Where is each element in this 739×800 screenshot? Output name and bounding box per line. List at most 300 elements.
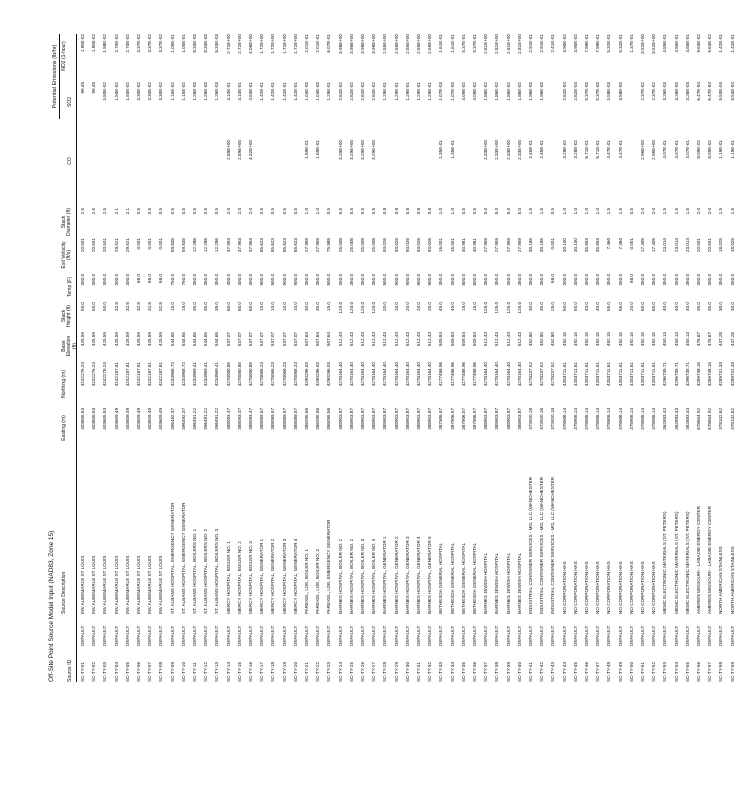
cell-desc: NORTH AMERICAN STAINLESS (718, 546, 724, 614)
cell-type: DEFAULT (528, 625, 533, 646)
cell-so2: 2.62E-04 (572, 82, 578, 101)
cell-sh: 50.0 (91, 302, 97, 311)
cell-vel: 17.405 (640, 238, 645, 253)
cell-type: DEFAULT (102, 625, 108, 646)
cell-desc: BARNES JEWISH HOSPITAL (494, 552, 500, 614)
cell-co: 4.07E-01 (684, 140, 690, 159)
cell-dia: 0.5 (136, 208, 141, 215)
table-row (212, 34, 223, 682)
cell-elev: 425.59 (158, 332, 164, 347)
cell-so2: 6.47E-04 (707, 82, 713, 101)
cell-so2: 3.26E-03 (662, 82, 668, 101)
cell-north: 4269748.15 (707, 362, 713, 387)
cell-elev: 447.28 (729, 332, 735, 347)
cell-type: DEFAULT (348, 625, 354, 646)
cell-id: SC-TY-26 (360, 662, 365, 682)
cell-nox: 5.32E-01 (617, 34, 623, 53)
cell-desc: NO CORPORATION HAS (561, 561, 567, 614)
cell-vel: 85.623 (281, 238, 287, 253)
cell-temp: 68.0 (147, 274, 153, 283)
cell-dia: 5.0 (494, 208, 500, 215)
table-row (235, 34, 246, 682)
table-row (369, 34, 380, 682)
cell-north: 4283711.61 (572, 362, 578, 386)
group-header-rule (59, 34, 60, 119)
cell-sh: 32.8 (113, 302, 119, 311)
cell-north: 4283711.61 (595, 362, 601, 386)
cell-sh: 20.0 (416, 302, 421, 311)
cell-nox: 5.37E-01 (472, 34, 477, 53)
cell-sh: 15.0 (180, 302, 186, 311)
cell-nox: 2.55E+00 (416, 34, 421, 54)
cell-id: SC-TY-31 (416, 662, 421, 682)
cell-dia: 0.8 (416, 208, 421, 215)
cell-east: 388903.87 (427, 408, 433, 430)
cell-sh: 35.0 (707, 302, 713, 311)
cell-sh: 60.0 (236, 302, 242, 311)
cell-temp: 900.0 (281, 274, 287, 286)
cell-type: DEFAULT (460, 625, 466, 646)
cell-type: DEFAULT (360, 625, 365, 646)
cell-nox: 5.32E-01 (606, 34, 612, 53)
cell-elev: 507.64 (304, 332, 309, 347)
cell-co: 6.71E-01 (584, 140, 589, 159)
cell-nox: 1.980-02 (91, 34, 97, 53)
table-row (302, 34, 313, 682)
cell-sh: 45.0 (438, 302, 444, 311)
cell-elev: 509.84 (438, 332, 444, 347)
cell-east: 678654.92 (696, 408, 701, 430)
cell-east: 373920.18 (528, 408, 533, 430)
cell-co: 3.28E-02 (572, 140, 578, 159)
cell-nox: 4.06E+00 (248, 34, 253, 54)
table-row (358, 34, 369, 682)
cell-desc: INV ALBEMARLE ST LOUIS (91, 555, 97, 614)
cell-desc: BETHESDA GENERAL HOSPITAL (472, 542, 477, 614)
cell-id: SC-TY-54 (673, 662, 679, 682)
cell-co: 1.19E-01 (729, 140, 735, 159)
cell-desc: BARNES HOSPITAL, GENERATOR 1 (382, 536, 388, 614)
cell-nox: 1.72E+00 (292, 34, 298, 54)
cell-vel: 75.988 (326, 238, 332, 253)
cell-dia: 1.5 (684, 208, 690, 215)
cell-type: DEFAULT (203, 625, 209, 646)
cell-dia: 0.5 (259, 208, 265, 215)
cell-so2: 1.26E-03 (203, 82, 209, 101)
cell-vel: 40.981 (472, 238, 477, 253)
cell-temp: 350.0 (438, 274, 444, 286)
cell-dia: 5.5 (337, 208, 343, 215)
cell-co: 2.33E+00 (483, 140, 489, 160)
cell-nox: 2.55E+00 (393, 34, 399, 54)
cell-desc: NO CORPORATION HAS (628, 561, 634, 614)
cell-desc: ST. ALBANS HOSPITAL, EMERGENCY GENERATOR (169, 502, 175, 614)
table-row (403, 34, 414, 682)
cell-so2: 3.58E-03 (606, 82, 612, 101)
cell-vel: 93.026 (382, 238, 388, 253)
cell-type: DEFAULT (718, 625, 724, 646)
cell-north: 4283711.61 (628, 362, 634, 386)
cell-north: 4283711.61 (561, 362, 567, 386)
cell-nox: 2.01E-01 (315, 34, 321, 53)
cell-nox: 2.81E+00 (505, 34, 511, 54)
cell-desc: AMEREN MISSOURI - LABADIE ENERGY CENTER (707, 506, 713, 614)
cell-north: 4278164.40 (348, 362, 354, 387)
table-row (481, 34, 492, 682)
cell-desc: BARNES HOSPITAL, BOILER NO. 2 (348, 538, 354, 614)
cell-co: 4.07E-01 (673, 140, 679, 159)
cell-id: SC-TY-16 (248, 662, 253, 682)
cell-id: SC-TY-29 (393, 662, 399, 682)
cell-type: DEFAULT (494, 625, 500, 646)
cell-north: 4278066.23 (259, 362, 265, 387)
cell-temp: 68.0 (136, 274, 141, 283)
cell-nox: 3.90E-02 (561, 34, 567, 53)
cell-so2: 2.62E-02 (371, 82, 377, 101)
cell-temp: 400.0 (248, 274, 253, 286)
cell-so2: 3.26E-03 (684, 82, 690, 101)
cell-desc: NO CORPORATION HAS (651, 561, 657, 614)
cell-type: DEFAULT (550, 625, 556, 646)
cell-type: DEFAULT (158, 625, 164, 646)
cell-type: DEFAULT (393, 625, 399, 646)
cell-temp: 900.0 (292, 274, 298, 286)
cell-so2: 1.04E-03 (304, 82, 309, 101)
table-row (537, 34, 548, 682)
cell-nox: 2.81E+00 (483, 34, 489, 54)
cell-east: 388903.87 (371, 408, 377, 430)
col-header-elev: Base Elevation (ft) (61, 335, 78, 357)
cell-elev: 509.84 (472, 332, 477, 347)
cell-vel: 16.001 (449, 238, 455, 253)
cell-type: DEFAULT (628, 625, 634, 646)
cell-desc: INDUSTRIAL CONTAINER SERVICES - MO, LLC (MANCHESTER (550, 477, 556, 614)
cell-vel: 29.521 (124, 238, 130, 253)
cell-desc: MERCY HOSPITAL, GENERATOR 3 (281, 538, 287, 614)
cell-sh: 10.0 (259, 302, 265, 311)
cell-type: DEFAULT (337, 625, 343, 646)
cell-co: 4.32E+00 (248, 140, 253, 160)
cell-elev: 512.43 (393, 332, 399, 347)
cell-elev: 544.65 (203, 332, 209, 347)
cell-co: 2.33E+00 (516, 140, 522, 160)
cell-so2: 1.29E-01 (393, 82, 399, 101)
table-row (89, 34, 100, 682)
cell-vel: 16.001 (438, 238, 444, 253)
cell-dia: 0.5 (550, 208, 556, 215)
cell-dia: 0.5 (281, 208, 287, 215)
cell-dia: 0.5 (147, 208, 153, 215)
cell-vel: 30.100 (572, 238, 578, 253)
cell-desc: NO CORPORATION HAS (640, 561, 645, 614)
cell-nox: 3.37E-02 (158, 34, 164, 53)
cell-so2: 3.10E-01 (236, 82, 242, 101)
cell-temp: 350.0 (304, 274, 309, 286)
cell-temp: 350.0 (729, 274, 735, 286)
cell-elev: 452.80 (550, 332, 556, 347)
cell-east: 362893.43 (662, 408, 668, 430)
cell-sh: 40.0 (584, 302, 589, 311)
cell-id: SC-TY-21 (304, 662, 309, 682)
cell-desc: MERCY HOSPITAL, BOILER NO. 3 (248, 541, 253, 614)
col-header-sh: Stack Height (ft) (61, 305, 73, 327)
cell-temp: 800.0 (460, 274, 466, 286)
cell-north: 4278164.40 (427, 362, 433, 387)
cell-elev: 476.67 (696, 332, 701, 347)
cell-sh: 50.0 (80, 302, 85, 311)
cell-temp: 350.0 (606, 274, 612, 286)
cell-dia: 2.5 (80, 208, 85, 215)
cell-north: 4278080.85 (236, 362, 242, 387)
cell-nox: 3.90E-02 (572, 34, 578, 53)
cell-sh: 50.0 (572, 302, 578, 311)
cell-co: 2.89E+00 (225, 140, 231, 160)
cell-co: 1.69E-01 (304, 140, 309, 159)
table-row (224, 34, 235, 682)
cell-co: 2.89E+00 (236, 140, 242, 160)
cell-sh: 125.0 (483, 302, 489, 314)
cell-east: 388089.57 (281, 408, 287, 430)
cell-north: 4289741.33 (718, 362, 724, 387)
cell-east: 403605.53 (91, 408, 97, 430)
cell-nox: 3.98E+00 (337, 34, 343, 54)
cell-so2: 1.42E-01 (259, 82, 265, 101)
cell-vel: 12.286 (192, 238, 197, 253)
cell-sh: 40.0 (595, 302, 601, 311)
cell-so2: 2.37E-02 (640, 82, 645, 101)
table-row (694, 34, 705, 682)
cell-co: 6.71E-01 (595, 140, 601, 159)
cell-elev: 512.43 (505, 332, 511, 347)
cell-id: SC-TY-27 (371, 662, 377, 682)
cell-id: SC-TY-23 (326, 662, 332, 682)
cell-type: DEFAULT (595, 625, 601, 646)
cell-dia: 0.5 (158, 208, 164, 215)
cell-sh: 15.0 (472, 302, 477, 311)
cell-id: SC-TY-22 (315, 662, 321, 682)
cell-vel: 27.959 (505, 238, 511, 253)
cell-east: 378906.14 (640, 408, 645, 430)
cell-id: SC-TY-35 (460, 662, 466, 682)
cell-so2: 1.86E-02 (494, 82, 500, 101)
cell-sh: 30.0 (315, 302, 321, 311)
cell-nox: 1.37E-01 (628, 34, 634, 53)
cell-vel: 30.100 (561, 238, 567, 253)
cell-elev: 512.43 (371, 332, 377, 347)
cell-co: 1.35E-01 (449, 140, 455, 159)
cell-elev: 537.07 (270, 332, 276, 347)
cell-sh: 20.0 (404, 302, 410, 311)
cell-elev: 447.28 (718, 332, 724, 347)
cell-vel: 12.286 (203, 238, 209, 253)
cell-so2: 3.26E-03 (673, 82, 679, 101)
cell-id: SC-TY-12 (203, 662, 209, 682)
cell-temp: 68.0 (158, 274, 164, 283)
cell-sh: 60.0 (225, 302, 231, 311)
cell-id: SC-TY-56 (696, 662, 701, 682)
cell-so2: 99.45 (91, 82, 97, 94)
cell-nox: 3.37E-02 (147, 34, 153, 53)
cell-so2: 9.53E-04 (718, 82, 724, 101)
cell-sh: 125.0 (516, 302, 522, 314)
cell-north: 4278164.40 (371, 362, 377, 387)
cell-north: 4278164.40 (360, 362, 365, 387)
cell-nox: 1.980-02 (80, 34, 85, 53)
cell-vel: 59.835 (169, 238, 175, 253)
cell-elev: 425.59 (136, 332, 141, 347)
cell-vel: 25.008 (348, 238, 354, 253)
cell-desc: MEMC ELECTRONIC MATERIALS (ST. PETERS) (662, 511, 668, 614)
cell-east: 388903.87 (360, 408, 365, 430)
cell-id: SC-TY-41 (528, 662, 533, 682)
col-header-dia: Stack Diameter (ft) (61, 208, 73, 236)
cell-desc: PAREXEL, LDE, EMERGENCY GENERATOR (326, 519, 332, 614)
cell-nox: 2.91E-01 (539, 34, 545, 53)
cell-sh: 32.8 (136, 302, 141, 311)
cell-north: 4234968.72 (169, 362, 175, 387)
cell-desc: INV ALBEMARLE ST LOUIS (136, 555, 141, 614)
cell-temp: 350.0 (516, 274, 522, 286)
cell-id: SC-TY-32 (427, 662, 433, 682)
table-row (638, 34, 649, 682)
cell-so2: 3.10E-01 (225, 82, 231, 101)
cell-vel: 85.623 (270, 238, 276, 253)
table-row (448, 34, 459, 682)
cell-id: SC-TY-06 (136, 662, 141, 682)
cell-temp: 350.0 (348, 274, 354, 286)
cell-dia: 1.0 (561, 208, 567, 215)
cell-sh: 120.0 (337, 302, 343, 314)
cell-north: 4242276.24 (102, 362, 108, 387)
cell-dia: 1.5 (528, 208, 533, 215)
cell-nox: 2.91E-01 (528, 34, 533, 53)
cell-temp: 900.0 (404, 274, 410, 286)
cell-vel: 40.981 (460, 238, 466, 253)
cell-nox: 8.33E-03 (203, 34, 209, 53)
cell-type: DEFAULT (561, 625, 567, 646)
cell-east: 388903.87 (483, 408, 489, 430)
cell-type: DEFAULT (124, 625, 130, 646)
cell-desc: BARNES JEWISH HOSPITAL (483, 552, 489, 614)
table-row (78, 34, 89, 682)
cell-north: 4278164.40 (393, 362, 399, 387)
cell-elev: 537.07 (225, 332, 231, 347)
cell-so2: 5.37E-03 (584, 82, 589, 101)
cell-north: 4278164.40 (404, 362, 410, 387)
cell-nox: 7.99E-01 (584, 34, 589, 53)
cell-dia: 1.0 (595, 208, 601, 215)
table-row (526, 34, 537, 682)
cell-vel: 27.959 (494, 238, 500, 253)
cell-type: DEFAULT (640, 625, 645, 646)
cell-temp: 350.0 (371, 274, 377, 286)
col-header-nox: NO2 (1-hour) (61, 41, 67, 71)
cell-vel: 93.026 (416, 238, 421, 253)
cell-type: DEFAULT (315, 625, 321, 646)
cell-north: 4242187.81 (136, 362, 141, 387)
cell-elev: 537.07 (281, 332, 287, 347)
cell-id: SC-TY-10 (180, 662, 186, 682)
cell-temp: 350.0 (684, 274, 690, 286)
cell-elev: 544.65 (192, 332, 197, 347)
cell-so2: 1.86E-02 (516, 82, 522, 101)
cell-type: DEFAULT (449, 625, 455, 646)
cell-id: SC-TY-42 (539, 662, 545, 682)
cell-dia: 1.0 (572, 208, 578, 215)
cell-nox: 2.55E+00 (427, 34, 433, 54)
cell-dia: 5.5 (371, 208, 377, 215)
cell-type: DEFAULT (572, 625, 578, 646)
cell-dia: 0.5 (628, 208, 634, 215)
cell-type: DEFAULT (673, 625, 679, 646)
cell-type: DEFAULT (281, 625, 287, 646)
cell-desc: INV ALBEMARLE ST LOUIS (124, 555, 130, 614)
cell-dia: 0.5 (203, 208, 209, 215)
cell-so2: 1.07E-03 (449, 82, 455, 101)
cell-temp: 350.0 (718, 274, 724, 286)
cell-north: 4290296.03 (304, 362, 309, 387)
cell-elev: 537.07 (292, 332, 298, 347)
cell-north: 4283711.61 (606, 362, 612, 386)
cell-nox: 2.70E-02 (113, 34, 119, 53)
cell-temp: 900.0 (270, 274, 276, 286)
cell-east: 386095.56 (315, 408, 321, 430)
cell-sh: 120.0 (371, 302, 377, 314)
cell-sh: 35.0 (203, 302, 209, 311)
table-row (336, 34, 347, 682)
cell-temp: 350.0 (483, 274, 489, 286)
cell-id: SC-TY-48 (606, 662, 612, 682)
cell-elev: 544.65 (214, 332, 220, 347)
cell-vel: 30.185 (528, 238, 533, 253)
cell-north: 4278164.40 (494, 362, 500, 387)
cell-nox: 8.33E-03 (192, 34, 197, 53)
cell-east: 388903.87 (382, 408, 388, 430)
cell-vel: 85.623 (259, 238, 265, 253)
cell-sh: 20.0 (393, 302, 399, 311)
cell-east: 378906.14 (606, 408, 612, 430)
cell-elev: 492.15 (572, 332, 578, 347)
cell-sh: 30.0 (729, 302, 735, 311)
cell-north: 4278080.85 (225, 362, 231, 387)
cell-so2: 1.29E-01 (404, 82, 410, 101)
cell-north: 4278164.40 (382, 362, 388, 387)
table-row (257, 34, 268, 682)
cell-id: SC-TY-15 (236, 662, 242, 682)
cell-sh: 10.0 (270, 302, 276, 311)
cell-temp: 800.0 (472, 274, 477, 286)
cell-east: 388093.47 (248, 408, 253, 430)
cell-elev: 425.59 (113, 332, 119, 347)
cell-elev: 509.84 (460, 332, 466, 347)
cell-dia: 0.8 (382, 208, 388, 215)
table-row (112, 34, 123, 682)
cell-temp: 400.0 (595, 274, 601, 286)
cell-type: DEFAULT (248, 625, 253, 646)
cell-vel: 23.014 (684, 238, 690, 253)
cell-id: SC-TY-37 (483, 662, 489, 682)
cell-elev: 425.59 (124, 332, 130, 347)
cell-sh: 35.0 (214, 302, 220, 311)
cell-id: SC-TY-55 (684, 662, 690, 682)
cell-co: 2.96E+00 (640, 140, 645, 160)
cell-east: 378906.14 (651, 408, 657, 430)
cell-nox: 1.72E+00 (270, 34, 276, 54)
cell-east: 396492.37 (169, 408, 175, 430)
cell-sh: 30.0 (304, 302, 309, 311)
cell-type: DEFAULT (136, 625, 141, 646)
emissions-group-header: Potential Emissions (lb/hr) (52, 44, 58, 109)
